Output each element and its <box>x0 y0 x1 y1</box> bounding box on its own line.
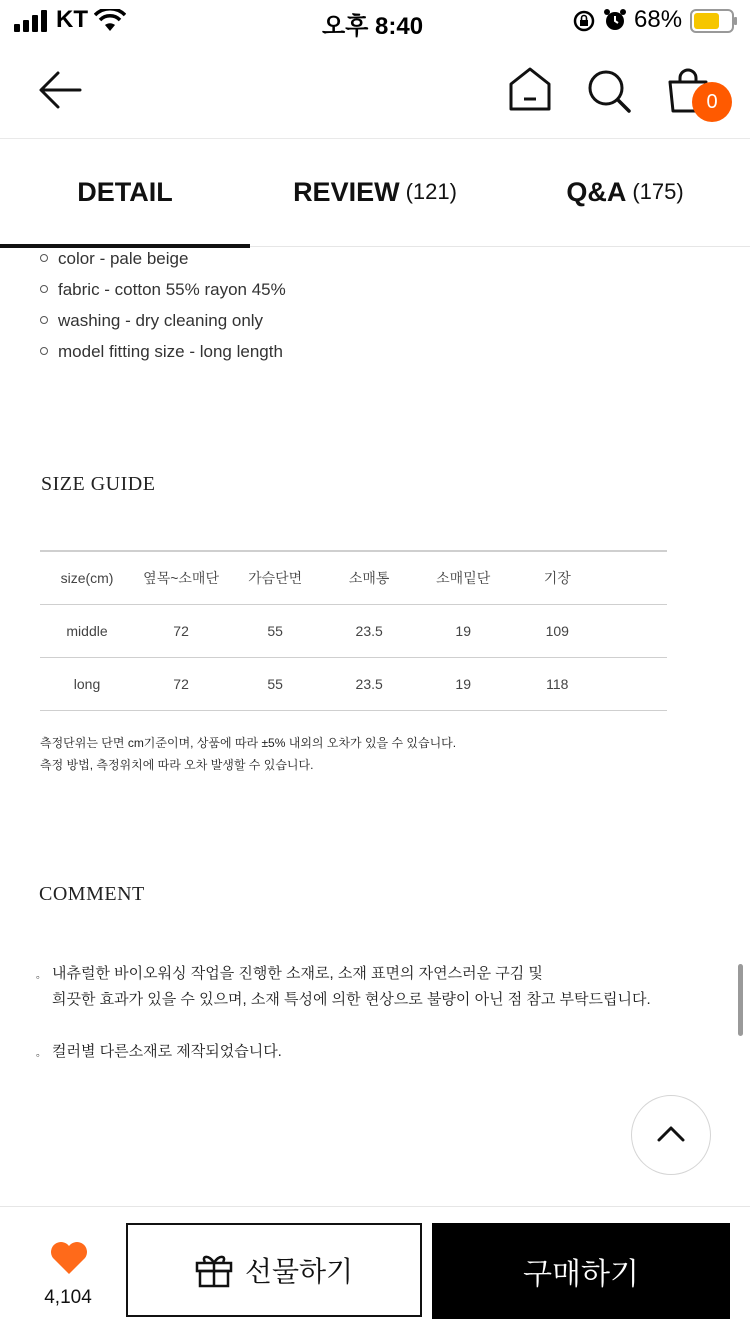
table-spacer-cell <box>604 605 667 658</box>
tab-qna-label: Q&A <box>566 176 627 207</box>
bottom-action-bar <box>0 1206 750 1335</box>
tab-qna[interactable] <box>500 138 750 246</box>
search-icon[interactable] <box>586 68 632 114</box>
scrollbar-thumb[interactable] <box>738 964 743 1036</box>
gift-button-label: 선물하기 <box>244 1256 354 1287</box>
spec-text: model fitting size - long length <box>58 342 283 361</box>
cart-count-badge[interactable]: 0 <box>692 82 732 122</box>
heart-icon[interactable] <box>50 1241 88 1275</box>
tab-detail[interactable] <box>0 138 250 246</box>
table-cell: 19 <box>416 658 510 711</box>
table-cell: long <box>40 658 134 711</box>
rotation-lock-icon <box>573 10 595 32</box>
spec-text: fabric - cotton 55% rayon 45% <box>58 280 286 299</box>
table-header-cell: 소매밑단 <box>416 551 510 605</box>
app-header <box>0 42 750 139</box>
home-icon[interactable] <box>508 66 552 112</box>
size-guide-title: SIZE GUIDE <box>41 473 156 495</box>
bullet-icon <box>40 347 48 355</box>
comment-line <box>36 1040 282 1061</box>
active-tab-indicator <box>0 244 250 248</box>
table-cell: middle <box>40 605 134 658</box>
comment-text: 희끗한 효과가 있을 수 있으며, 소재 특성에 의한 현상으로 불량이 아닌 점 참고 부탁드립니다. <box>52 991 651 1008</box>
back-arrow-icon[interactable] <box>38 70 82 110</box>
signal-icon <box>14 10 48 32</box>
buy-button[interactable] <box>432 1223 730 1319</box>
tab-qna-count: (175) <box>632 179 684 204</box>
like-count: 4,104 <box>44 1287 92 1308</box>
tab-review[interactable] <box>250 138 500 246</box>
status-bar <box>0 0 750 42</box>
battery-percent: 68% <box>634 6 683 33</box>
comment-text: 내츄럴한 바이오워싱 작업을 진행한 소재로, 소재 표면의 자연스러운 구김 및 <box>52 965 543 982</box>
buy-button-label: 구매하기 <box>523 1258 639 1291</box>
table-header-row <box>40 551 667 605</box>
comment-text: 컬러별 다른소재로 제작되었습니다. <box>52 1043 282 1060</box>
table-cell: 118 <box>510 658 604 711</box>
table-row <box>40 658 667 711</box>
table-spacer-cell <box>604 551 667 605</box>
comment-line <box>36 962 543 983</box>
size-guide-table <box>40 550 667 711</box>
table-header-cell: 가슴단면 <box>228 551 322 605</box>
alarm-icon <box>603 8 627 32</box>
wifi-icon <box>94 9 126 33</box>
spec-item <box>40 280 286 300</box>
bullet-icon: 。 <box>36 970 46 981</box>
table-header-cell: 기장 <box>510 551 604 605</box>
table-header-cell: 옆목~소매단 <box>134 551 228 605</box>
spec-item <box>40 311 263 331</box>
bullet-icon <box>40 316 48 324</box>
carrier-label: KT <box>56 6 88 33</box>
table-cell: 55 <box>228 605 322 658</box>
table-cell: 72 <box>134 658 228 711</box>
spec-text: washing - dry cleaning only <box>58 311 264 330</box>
chevron-up-icon <box>656 1124 686 1144</box>
gift-button[interactable] <box>126 1223 422 1317</box>
spec-text: color - pale beige <box>58 249 189 268</box>
size-note: 측정 방법, 측정위치에 따라 오차 발생할 수 있습니다. <box>40 758 314 772</box>
bullet-icon: 。 <box>36 1048 46 1059</box>
table-row <box>40 605 667 658</box>
gift-icon <box>195 1252 233 1288</box>
table-spacer-cell <box>604 658 667 711</box>
table-cell: 19 <box>416 605 510 658</box>
table-cell: 23.5 <box>322 605 416 658</box>
scroll-to-top-button[interactable] <box>631 1095 711 1175</box>
clock: 오후 8:40 <box>322 13 424 40</box>
table-cell: 23.5 <box>322 658 416 711</box>
detail-tabs <box>0 138 750 247</box>
table-header-cell: 소매통 <box>322 551 416 605</box>
tab-review-count: (121) <box>405 179 457 204</box>
tab-review-label: REVIEW <box>293 176 400 207</box>
tab-detail-label: DETAIL <box>77 176 173 207</box>
table-cell: 72 <box>134 605 228 658</box>
table-header-cell: size(cm) <box>40 551 134 605</box>
battery-icon <box>690 9 738 33</box>
bullet-icon <box>40 285 48 293</box>
table-cell: 109 <box>510 605 604 658</box>
bullet-icon <box>40 254 48 262</box>
comment-title: COMMENT <box>39 883 145 905</box>
size-note: 측정단위는 단면 cm기준이며, 상품에 따라 ±5% 내외의 오차가 있을 수 있습니다. <box>40 736 457 750</box>
spec-item <box>40 342 283 362</box>
spec-item <box>40 249 188 269</box>
table-cell: 55 <box>228 658 322 711</box>
